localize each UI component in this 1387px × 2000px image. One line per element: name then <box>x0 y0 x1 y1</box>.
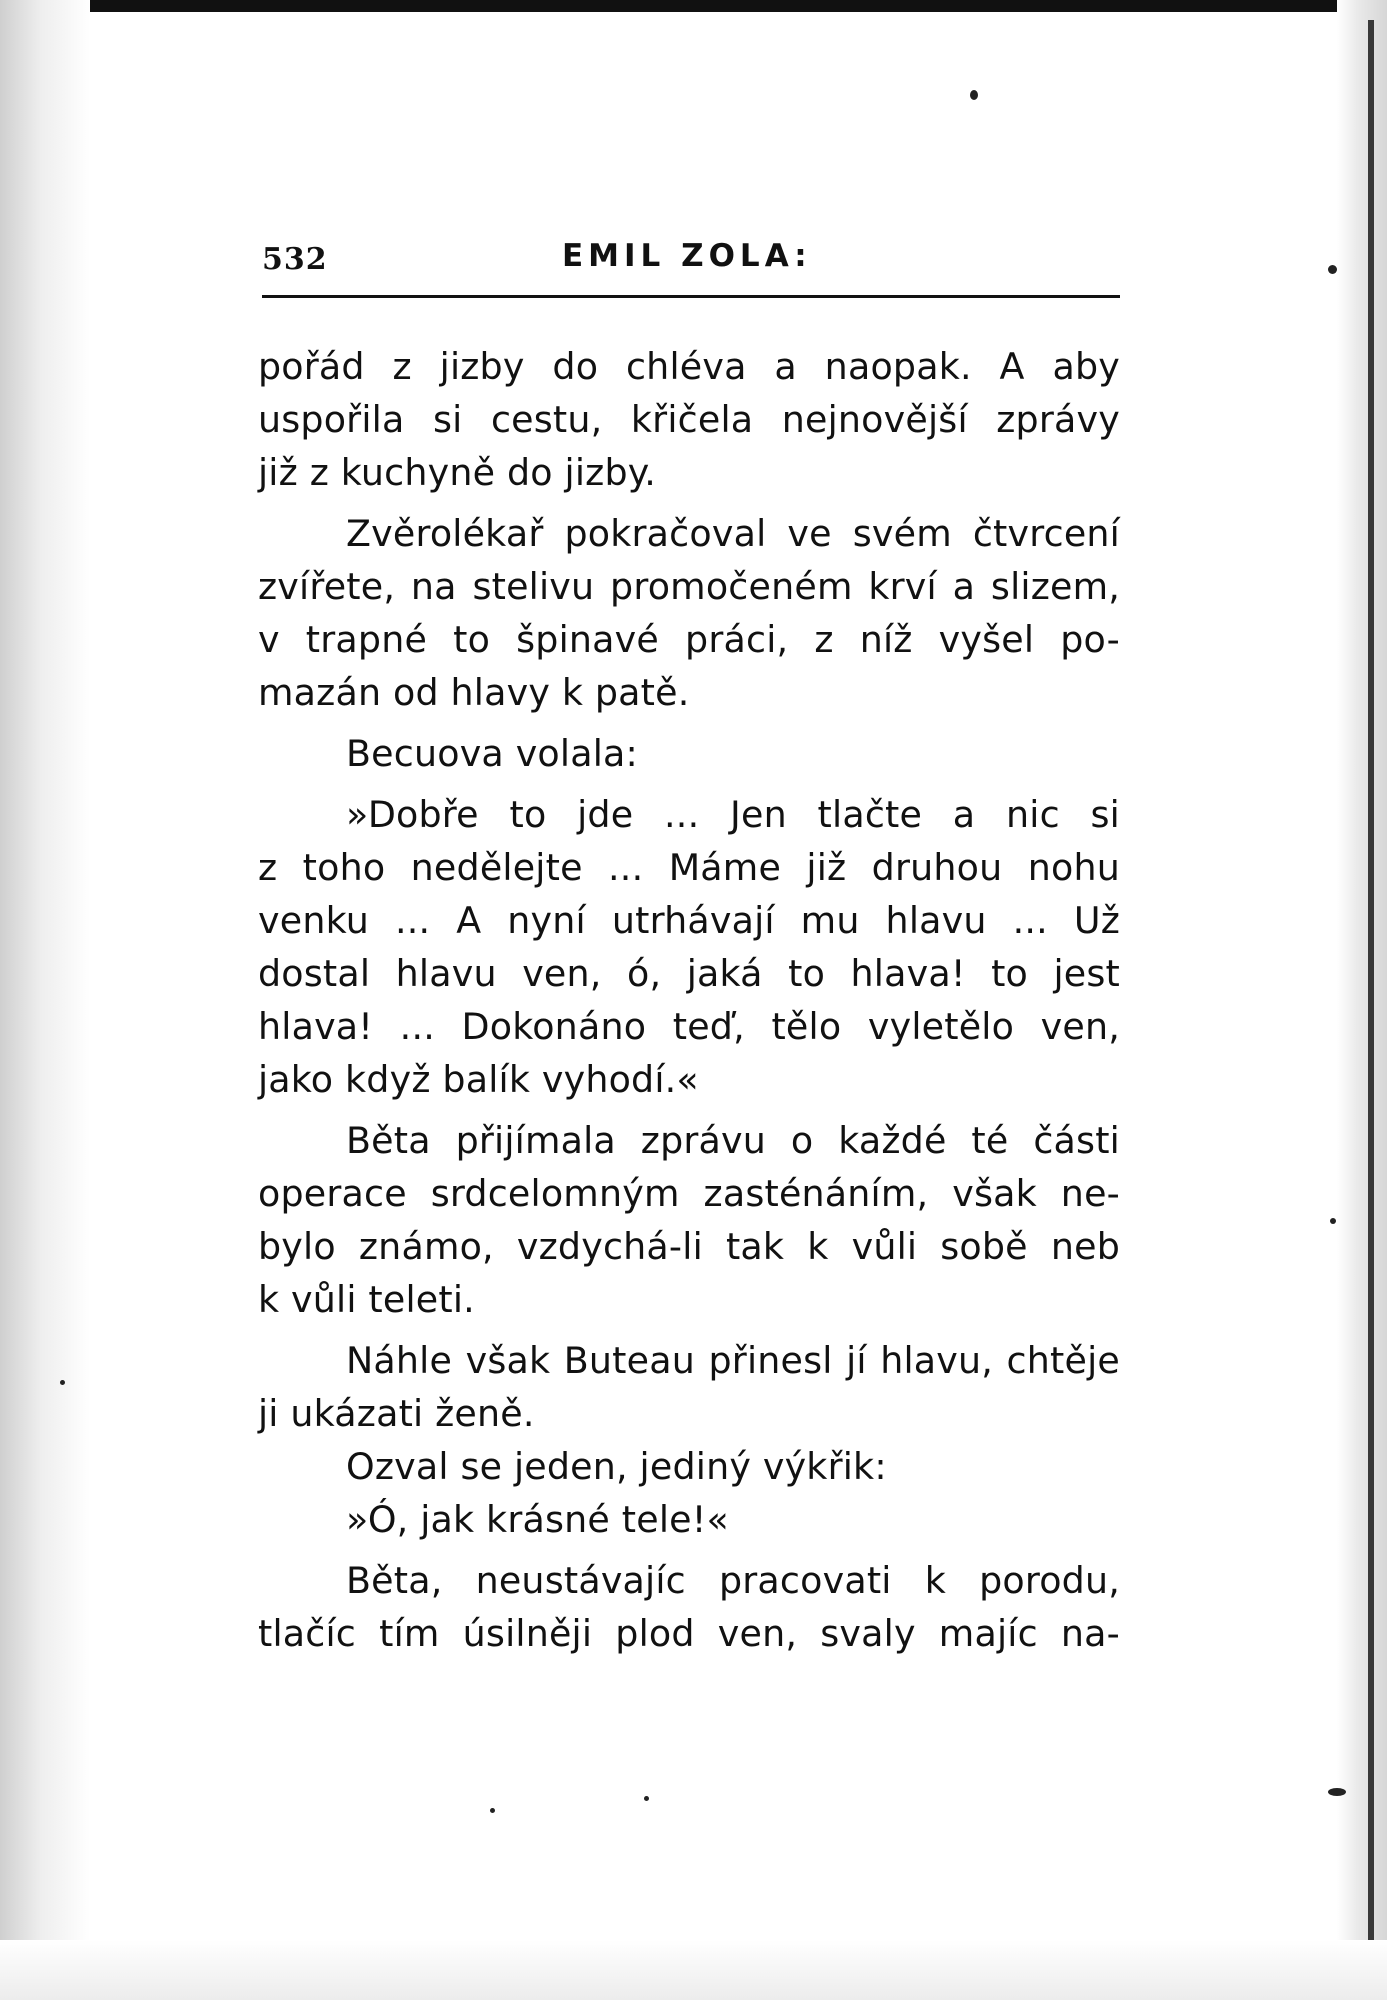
text-line: bylo známo, vzdychá-li tak k vůli sobě neb <box>258 1225 1120 1268</box>
scan-speck <box>60 1380 65 1385</box>
text-line: v trapné to špinavé práci, z níž vyšel po- <box>258 618 1120 661</box>
scan-binding-edge <box>1368 20 1374 1980</box>
scan-left-shadow <box>0 0 90 2000</box>
text-line: jako když balík vyhodí.« <box>258 1058 699 1101</box>
text-line: Běta přijímala zprávu o každé té části <box>346 1119 1120 1162</box>
text-line: dostal hlavu ven, ó, jaká to hlava! to jest <box>258 952 1120 995</box>
text-line: zvířete, na stelivu promočeném krví a slizem, <box>258 565 1120 608</box>
text-line: Zvěrolékař pokračoval ve svém čtvrcení <box>346 512 1120 555</box>
scan-speck <box>1328 1788 1346 1796</box>
running-title: EMIL ZOLA: <box>562 238 812 274</box>
scan-right-shadow <box>1337 0 1387 2000</box>
running-header <box>262 238 1120 280</box>
paragraph <box>258 788 1120 1106</box>
text-line: již z kuchyně do jizby. <box>258 451 657 494</box>
text-line: uspořila si cestu, křičela nejnovější zprávy <box>258 398 1120 441</box>
text-line: »Dobře to jde ... Jen tlačte a nic si <box>346 793 1120 836</box>
scan-bottom-shadow <box>0 1940 1387 2000</box>
scan-speck <box>1330 1218 1336 1224</box>
text-line: tlačíc tím úsilněji plod ven, svaly majíc na- <box>258 1612 1120 1655</box>
scan-top-border <box>0 0 1387 12</box>
text-line: k vůli teleti. <box>258 1278 475 1321</box>
body-text <box>258 340 1120 1660</box>
paragraph <box>258 507 1120 719</box>
paragraph <box>258 340 1120 499</box>
paragraph <box>258 1334 1120 1440</box>
text-line: z toho nedělejte ... Máme již druhou nohu <box>258 846 1120 889</box>
paragraph <box>258 1114 1120 1326</box>
text-line: venku ... A nyní utrhávají mu hlavu ... Už <box>258 899 1120 942</box>
scan-speck <box>1328 265 1337 274</box>
header-rule <box>262 295 1120 298</box>
scan-speck <box>490 1808 495 1813</box>
paragraph <box>258 727 1120 780</box>
paragraph <box>258 1554 1120 1660</box>
text-line: Ozval se jeden, jediný výkřik: <box>346 1445 887 1488</box>
text-line: hlava! ... Dokonáno teď, tělo vyletělo ven, <box>258 1005 1120 1048</box>
scan-speck <box>644 1796 649 1801</box>
scan-speck <box>970 90 978 100</box>
text-line: pořád z jizby do chléva a naopak. A aby <box>258 345 1120 388</box>
text-line: Becuova volala: <box>346 732 638 775</box>
page-number: 532 <box>262 242 328 277</box>
paragraph <box>258 1440 1120 1493</box>
text-line: mazán od hlavy k patě. <box>258 671 690 714</box>
text-line: operace srdcelomným zasténáním, však ne- <box>258 1172 1120 1215</box>
paragraph <box>258 1493 1120 1546</box>
text-line: Běta, neustávajíc pracovati k porodu, <box>346 1559 1120 1602</box>
text-line: ji ukázati ženě. <box>258 1392 535 1435</box>
text-line: Náhle však Buteau přinesl jí hlavu, chtěje <box>346 1339 1120 1382</box>
text-line: »Ó, jak krásné tele!« <box>346 1498 729 1541</box>
